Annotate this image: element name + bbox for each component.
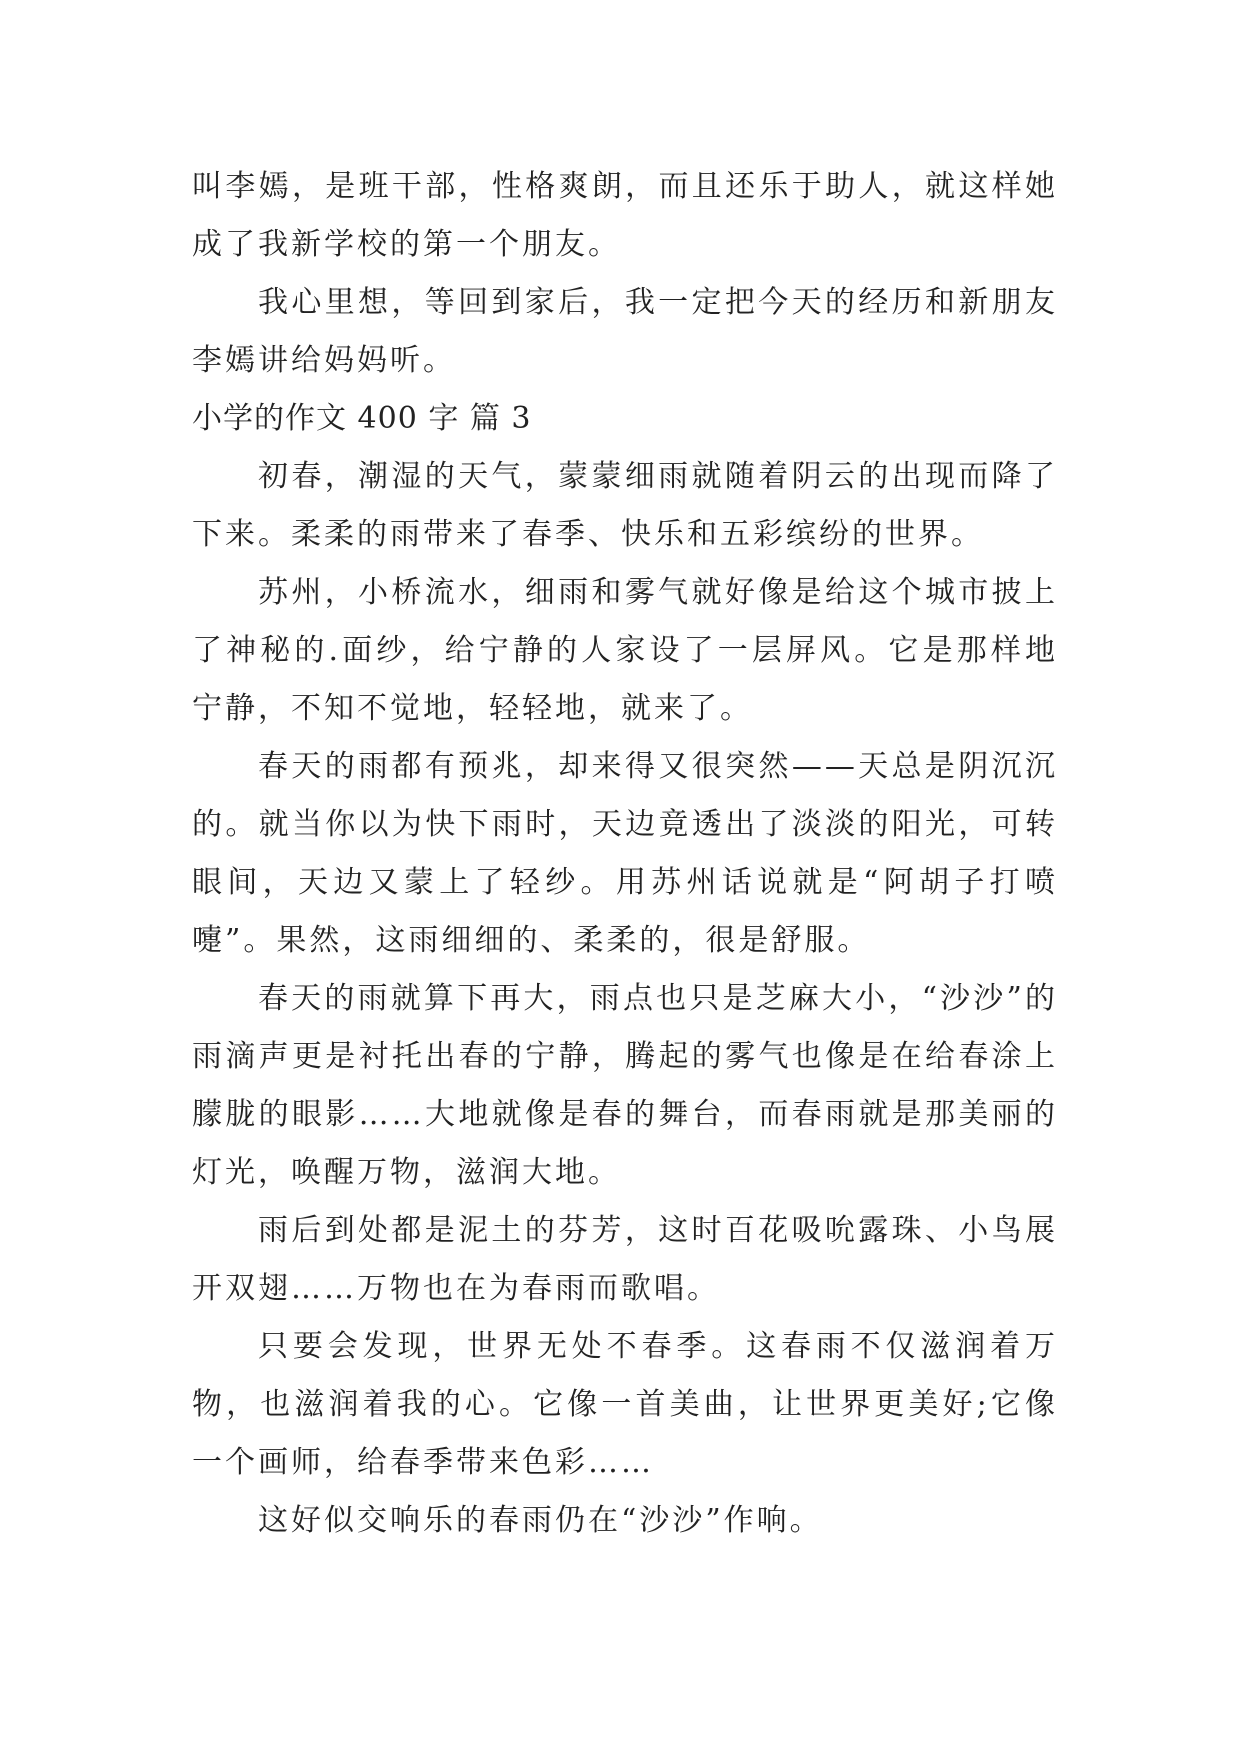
paragraph-1: 叫李嫣，是班干部，性格爽朗，而且还乐于助人，就这样她成了我新学校的第一个朋友。 (192, 169, 1058, 262)
section-heading: 小学的作文 400 字 篇 3 (192, 401, 532, 436)
paragraph-4: 苏州，小桥流水，细雨和雾气就好像是给这个城市披上了神秘的.面纱，给宁静的人家设了一层屏风。它是那样地宁静，不知不觉地，轻轻地，就来了。 (192, 575, 1058, 726)
paragraph-3: 初春，潮湿的天气，蒙蒙细雨就随着阴云的出现而降了下来。柔柔的雨带来了春季、快乐和五彩缤纷的世界。 (192, 459, 1058, 552)
paragraph-9: 这好似交响乐的春雨仍在“沙沙”作响。 (258, 1503, 823, 1538)
paragraph-8: 只要会发现，世界无处不春季。这春雨不仅滋润着万物，也滋润着我的心。它像一首美曲，让世界更美好;它像一个画师，给春季带来色彩…… (192, 1329, 1058, 1480)
paragraph-5: 春天的雨都有预兆，却来得又很突然——天总是阴沉沉的。就当你以为快下雨时，天边竟透出了淡淡的阳光，可转眼间，天边又蒙上了轻纱。用苏州话说就是“阿胡子打喷嚏”。果然，这雨细细的、柔柔的，很是舒服。 (192, 749, 1058, 958)
paragraph-6: 春天的雨就算下再大，雨点也只是芝麻大小，“沙沙”的雨滴声更是衬托出春的宁静，腾起的雾气也像是在给春涂上朦胧的眼影……大地就像是春的舞台，而春雨就是那美丽的灯光，唤醒万物，滋润大地。 (192, 981, 1058, 1190)
paragraph-2: 我心里想，等回到家后，我一定把今天的经历和新朋友李嫣讲给妈妈听。 (192, 285, 1058, 378)
paragraph-7: 雨后到处都是泥土的芬芳，这时百花吸吮露珠、小鸟展开双翅……万物也在为春雨而歌唱。 (192, 1213, 1058, 1306)
document-page (192, 158, 1058, 1550)
